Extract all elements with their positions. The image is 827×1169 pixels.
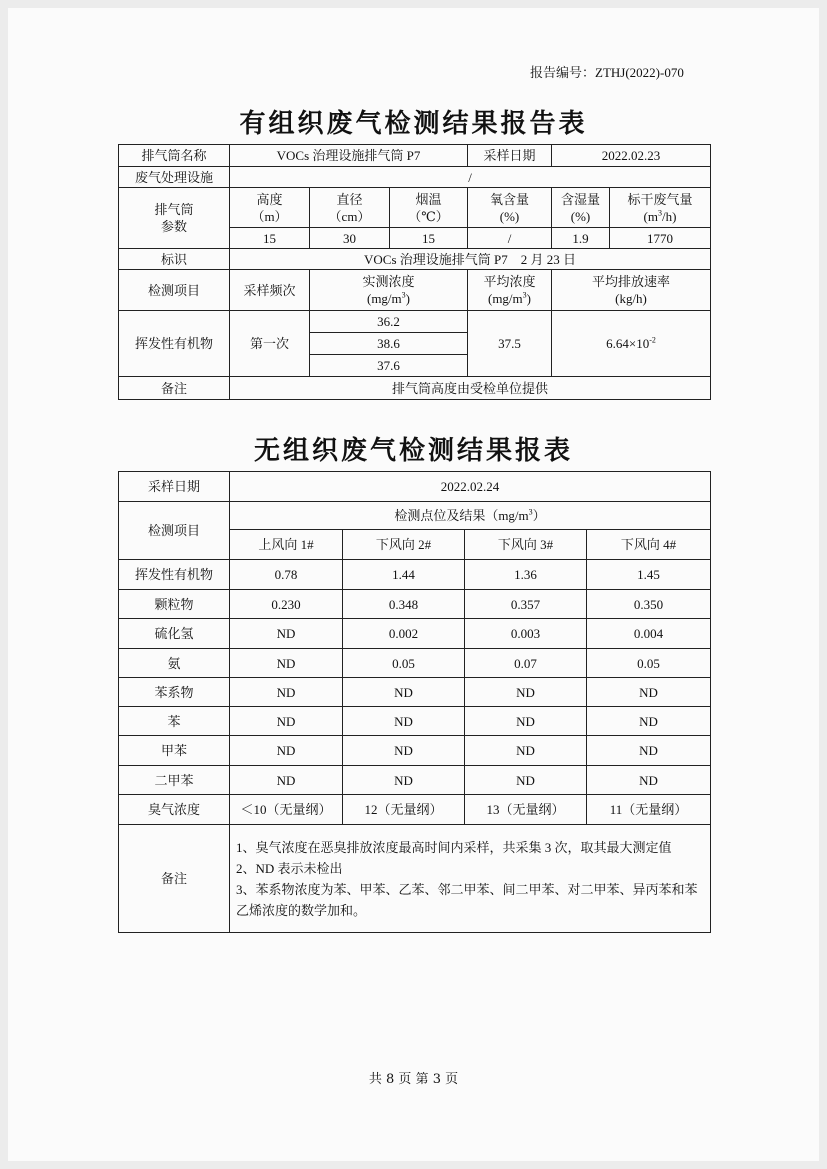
item-label: 检测项目 [119, 270, 230, 311]
table-row [119, 678, 711, 707]
result-value: 0.357 [465, 590, 587, 619]
id-label: 标识 [119, 249, 230, 270]
pollutant-name: 甲苯 [119, 736, 230, 766]
param-header-temperature: 烟温 （℃） [390, 188, 468, 228]
result-value: ND [343, 707, 465, 736]
table-row [119, 649, 711, 678]
result-value: 1.44 [343, 560, 465, 590]
unorganized-emission-title: 无组织废气检测结果报表 [253, 436, 573, 466]
facility-label: 废气处理设施 [119, 167, 230, 188]
param-header-oxygen: 氧含量 (%) [468, 188, 552, 228]
param-header-flow: 标干废气量 $(m^3/h)$ [610, 188, 711, 228]
sampling-date-label: 采样日期 [468, 145, 552, 167]
report-number: 报告编号：ZTHJ(2022)-070 [530, 65, 684, 80]
unorganized-emission-table [118, 471, 711, 933]
result-value: 0.004 [587, 619, 711, 649]
emission-rate: $6.64\times 10^{-2}$ [552, 311, 711, 377]
average-concentration: 37.5 [468, 311, 552, 377]
point-downwind-3: 下风向 3# [465, 530, 587, 560]
result-value: 0.05 [343, 649, 465, 678]
sampling-date-value: 2022.02.23 [552, 145, 711, 167]
result-value: ND [587, 678, 711, 707]
point-downwind-4: 下风向 4# [587, 530, 711, 560]
pollutant-name: 颗粒物 [119, 590, 230, 619]
pollutant-name: 臭气浓度 [119, 795, 230, 825]
param-value: 15 [390, 228, 468, 249]
measured-conc-header: 实测浓度 $(mg/m^3)$ [310, 270, 468, 311]
remark-note-1: 1、臭气浓度在恶臭排放浓度最高时间内采样，共采集 3 次，取其最大测定值 [236, 839, 672, 855]
result-value: 11（无量纲） [587, 795, 711, 825]
table-row [119, 766, 711, 795]
result-value: ND [230, 619, 343, 649]
result-value: ND [465, 678, 587, 707]
result-value: ND [230, 736, 343, 766]
table-row [119, 795, 711, 825]
id-value: VOCs 治理设施排气筒 P7 2 月 23 日 [230, 249, 711, 270]
organized-emission-table [118, 144, 711, 400]
remark-notes [230, 825, 711, 933]
remark-note-2: 2、ND 表示未检出 [236, 860, 343, 876]
result-value: 0.78 [230, 560, 343, 590]
pollutant-name: 二甲苯 [119, 766, 230, 795]
pollutant-name: 挥发性有机物 [119, 560, 230, 590]
result-value: ND [465, 707, 587, 736]
avg-conc-header: 平均浓度 $(mg/m^3)$ [468, 270, 552, 311]
sampling-date-label: 采样日期 [119, 472, 230, 502]
result-value: 0.003 [465, 619, 587, 649]
table-row [119, 736, 711, 766]
result-value: ND [343, 736, 465, 766]
points-header: 检测点位及结果$(mg/m^3)$ [230, 502, 711, 530]
param-header-height: 高度 （m） [230, 188, 310, 228]
result-value: 1.45 [587, 560, 711, 590]
result-value: 0.230 [230, 590, 343, 619]
result-value: ND [230, 766, 343, 795]
sampling-frequency: 第一次 [230, 311, 310, 377]
result-value: ND [465, 766, 587, 795]
table-row [119, 619, 711, 649]
param-header-moisture: 含湿量 (%) [552, 188, 610, 228]
result-value: ND [343, 766, 465, 795]
page-footer: 共 8 页 第 3 页 [368, 1072, 459, 1087]
remark-value: 排气筒高度由受检单位提供 [230, 377, 711, 400]
result-value: ND [230, 678, 343, 707]
result-value: 0.348 [343, 590, 465, 619]
table-row [119, 590, 711, 619]
param-value: 15 [230, 228, 310, 249]
organized-emission-title: 有组织废气检测结果报告表 [239, 109, 588, 139]
param-value: / [468, 228, 552, 249]
table-row [119, 560, 711, 590]
result-value: 0.002 [343, 619, 465, 649]
result-value: 12（无量纲） [343, 795, 465, 825]
result-value: ND [587, 707, 711, 736]
param-header-diameter: 直径 （cm） [310, 188, 390, 228]
stack-name-label: 排气筒名称 [119, 145, 230, 167]
result-value: ND [230, 649, 343, 678]
measured-value: 36.2 [310, 311, 468, 333]
point-downwind-2: 下风向 2# [343, 530, 465, 560]
measured-value: 37.6 [310, 355, 468, 377]
remark-label: 备注 [119, 377, 230, 400]
pollutant-name: 苯 [119, 707, 230, 736]
stack-params-label: 排气筒 参数 [119, 188, 230, 249]
frequency-label: 采样频次 [230, 270, 310, 311]
result-value: 0.07 [465, 649, 587, 678]
result-value: 0.05 [587, 649, 711, 678]
pollutant-name: 硫化氢 [119, 619, 230, 649]
result-value: ND [587, 766, 711, 795]
measured-value: 38.6 [310, 333, 468, 355]
point-upwind-1: 上风向 1# [230, 530, 343, 560]
emission-rate-header: 平均排放速率 (kg/h) [552, 270, 711, 311]
pollutant-name: 挥发性有机物 [119, 311, 230, 377]
remark-note-3: 3、苯系物浓度为苯、甲苯、乙苯、邻二甲苯、间二甲苯、对二甲苯、异丙苯和苯乙烯浓度的数学加和。 [236, 881, 698, 918]
result-value: ＜10（无量纲） [230, 795, 343, 825]
pollutant-name: 苯系物 [119, 678, 230, 707]
remark-label: 备注 [119, 825, 230, 933]
result-value: 0.350 [587, 590, 711, 619]
result-value: ND [230, 707, 343, 736]
item-label: 检测项目 [119, 502, 230, 560]
facility-value: / [230, 167, 711, 188]
pollutant-name: 氨 [119, 649, 230, 678]
param-value: 30 [310, 228, 390, 249]
result-value: ND [587, 736, 711, 766]
table-row [119, 707, 711, 736]
stack-name-value: VOCs 治理设施排气筒 P7 [230, 145, 468, 167]
result-value: 13（无量纲） [465, 795, 587, 825]
result-value: ND [343, 678, 465, 707]
result-value: ND [465, 736, 587, 766]
param-value: 1770 [610, 228, 711, 249]
sampling-date-value: 2022.02.24 [230, 472, 711, 502]
result-value: 1.36 [465, 560, 587, 590]
param-value: 1.9 [552, 228, 610, 249]
